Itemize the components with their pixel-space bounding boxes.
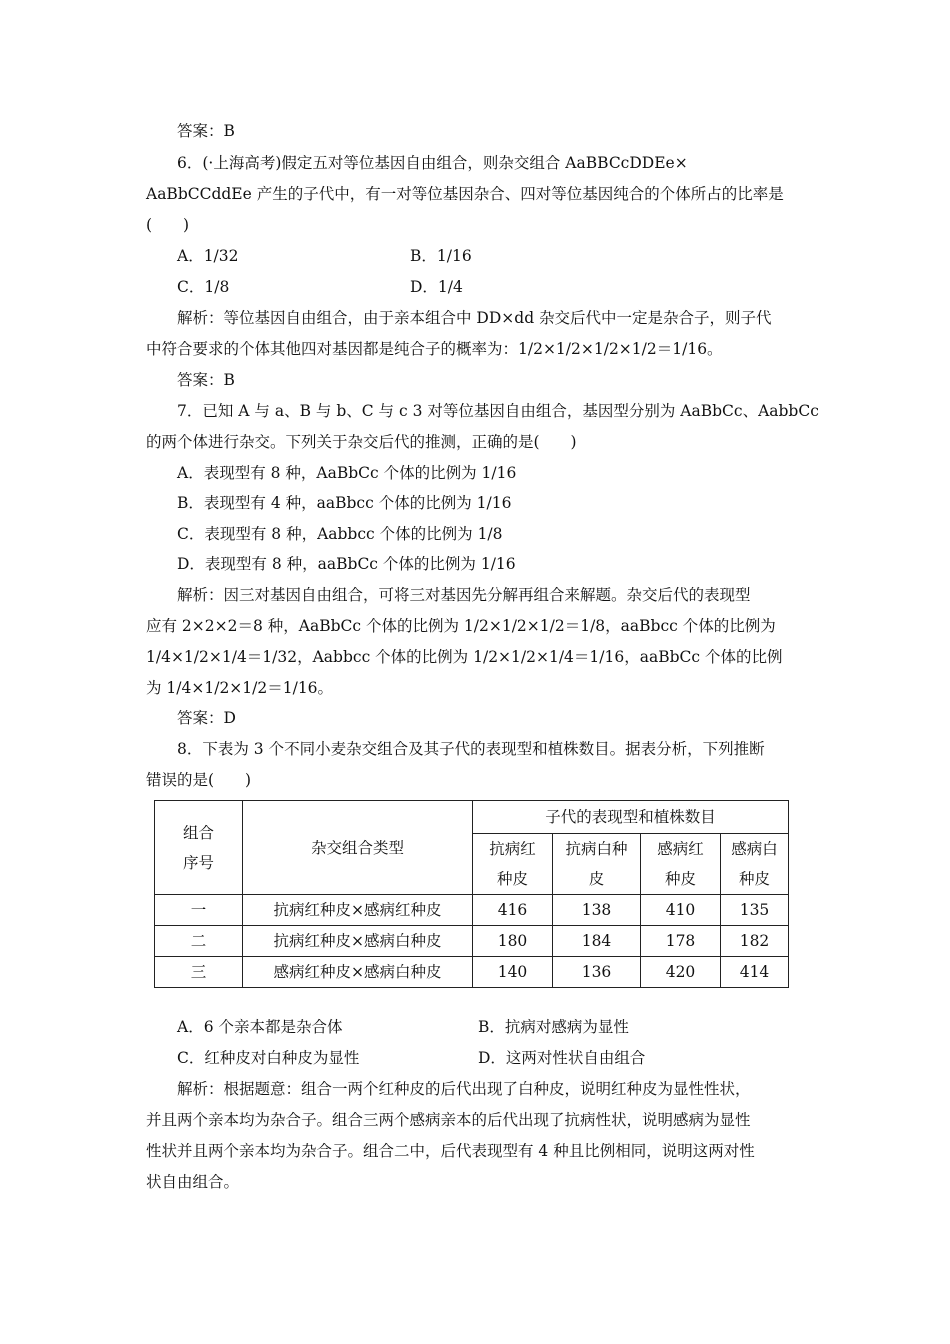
header-group-line1: 组合 [182,823,214,842]
header-group-line2: 序号 [182,853,214,872]
header-offspring: 子代的表现型和植株数目 [473,801,789,834]
q8-stem-line1: 8．下表为 3 个不同小麦杂交组合及其子代的表现型和植株数目。据表分析，下列推断 [177,740,765,758]
row-value: 135 [721,895,789,926]
q6-stem-line2: AaBbCCddEe 产生的子代中，有一对等位基因杂合、四对等位基因纯合的个体所占的比率是 [146,185,784,203]
q7-analysis-line1: 解析：因三对基因自由组合，可将三对基因先分解再组合来解题。杂交后代的表现型 [177,586,751,604]
q8-option-c: C．红种皮对白种皮为显性 [177,1049,360,1067]
subheader-line1: 感病红 [657,840,704,858]
q6-stem-line3: ( ) [146,216,190,234]
q6-analysis-line2: 中符合要求的个体其他四对基因都是纯合子的概率为：1/2×1/2×1/2×1/2＝1/16。 [146,340,723,358]
row-number: 二 [155,926,243,957]
q8-option-d: D．这两对性状自由组合 [478,1049,646,1067]
q6-analysis-line1: 解析：等位基因自由组合，由于亲本组合中 DD×dd 杂交后代中一定是杂合子，则子代 [177,309,772,327]
q8-option-a: A．6 个亲本都是杂合体 [177,1018,343,1036]
q6-option-c: C．1/8 [177,278,230,296]
q7-analysis-line2: 应有 2×2×2＝8 种，AaBbCc 个体的比例为 1/2×1/2×1/2＝1/8，aaBbcc 个体的比例为 [146,617,776,635]
q7-analysis-line3: 1/4×1/2×1/4＝1/32，Aabbcc 个体的比例为 1/2×1/2×1/4＝1/16，aaBbCc 个体的比例 [146,648,783,666]
q7-analysis-line4: 为 1/4×1/2×1/2＝1/16。 [146,679,334,697]
subheader-line1: 抗病红 [489,840,536,858]
q7-stem-line2: 的两个体进行杂交。下列关于杂交后代的推测，正确的是( ) [146,433,577,451]
subheader-line2: 种皮 [496,870,528,888]
table-row [155,895,789,926]
row-value: 138 [553,895,641,926]
header-cross-type: 杂交组合类型 [243,801,473,895]
q7-option-b: B．表现型有 4 种，aaBbcc 个体的比例为 1/16 [177,494,512,512]
row-value: 184 [553,926,641,957]
row-number: 一 [155,895,243,926]
q7-option-a: A．表现型有 8 种，AaBbCc 个体的比例为 1/16 [177,464,517,482]
q8-analysis-line4: 状自由组合。 [146,1173,240,1191]
q8-option-b: B．抗病对感病为显性 [478,1018,629,1036]
q6-stem-line1: 6．(·上海高考)假定五对等位基因自由组合，则杂交组合 AaBBCcDDEe× [177,154,688,172]
q7-stem-line1: 7．已知 A 与 a、B 与 b、C 与 c 3 对等位基因自由组合，基因型分别为 AaBbCc、AabbCc [177,402,819,420]
row-value: 420 [641,957,721,988]
q8-analysis-line2: 并且两个亲本均为杂合子。组合三两个感病亲本的后代出现了抗病性状，说明感病为显性 [146,1111,751,1129]
q7-answer: 答案：D [177,709,236,727]
q7-option-c: C．表现型有 8 种，Aabbcc 个体的比例为 1/8 [177,525,503,543]
row-cross: 抗病红种皮×感病白种皮 [243,926,473,957]
subheader-cell [553,834,641,895]
q6-option-b: B．1/16 [410,247,472,265]
q6-option-a: A．1/32 [177,247,239,265]
subheader-line2: 皮 [588,870,605,888]
row-value: 414 [721,957,789,988]
subheader-line2: 种皮 [739,870,771,888]
table-row [155,926,789,957]
subheader-line1: 抗病白种 [565,840,628,858]
q8-stem-line2: 错误的是( ) [146,771,252,789]
subheader-cell [641,834,721,895]
row-number: 三 [155,957,243,988]
row-cross: 抗病红种皮×感病红种皮 [243,895,473,926]
q5-answer: 答案：B [177,122,235,140]
table-row [155,957,789,988]
subheader-line1: 感病白 [731,840,778,858]
header-group-number [155,801,243,895]
subheader-cell [473,834,553,895]
row-value: 178 [641,926,721,957]
row-value: 180 [473,926,553,957]
row-cross: 感病红种皮×感病白种皮 [243,957,473,988]
row-value: 410 [641,895,721,926]
subheader-line2: 种皮 [664,870,696,888]
row-value: 182 [721,926,789,957]
q8-data-table [154,800,789,988]
subheader-cell [721,834,789,895]
row-value: 416 [473,895,553,926]
q8-analysis-line1: 解析：根据题意：组合一两个红种皮的后代出现了白种皮，说明红种皮为显性性状， [177,1080,751,1098]
row-value: 136 [553,957,641,988]
q6-option-d: D．1/4 [410,278,463,296]
q8-analysis-line3: 性状并且两个亲本均为杂合子。组合二中，后代表现型有 4 种且比例相同，说明这两对性 [146,1142,755,1160]
q7-option-d: D．表现型有 8 种，aaBbCc 个体的比例为 1/16 [177,555,516,573]
row-value: 140 [473,957,553,988]
q6-answer: 答案：B [177,371,235,389]
